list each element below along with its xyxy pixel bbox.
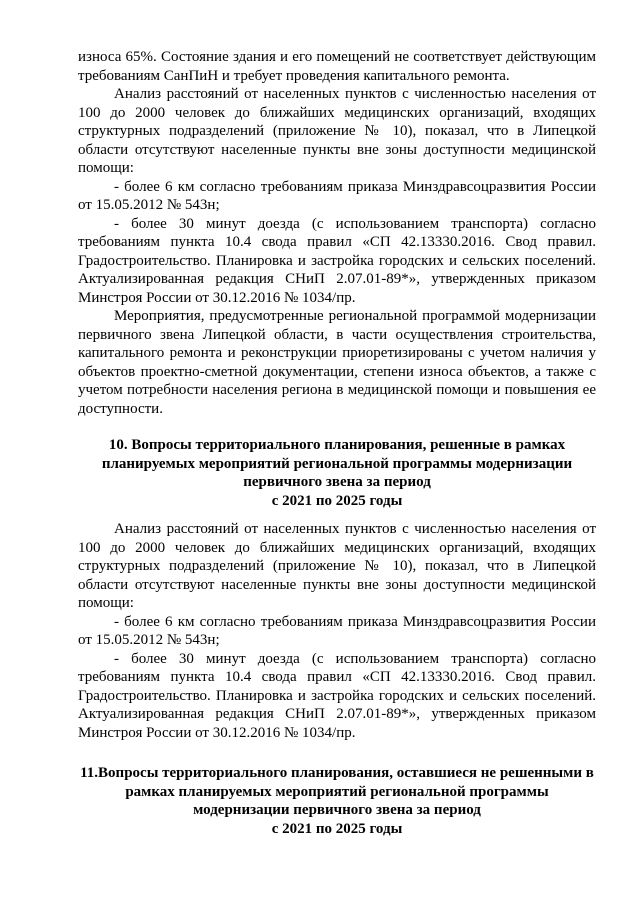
heading-line: 10. Вопросы территориального планирования, решенные в рамках bbox=[108, 437, 566, 453]
text-line: Минстроя России от 30.12.2016 № 1034/пр. bbox=[78, 289, 356, 306]
heading-line: с 2021 по 2025 годы bbox=[271, 820, 403, 837]
text-line: - более 6 км согласно требованиям приказа Минздравсоцразвития России bbox=[114, 613, 596, 630]
text-line: от 15.05.2012 № 543н; bbox=[78, 632, 220, 648]
text-line: Актуализированная редакция СНиП 2.07.01-89*», утвержденных приказом bbox=[78, 271, 596, 287]
heading-line: с 2021 по 2025 годы bbox=[271, 492, 403, 509]
text-line: Актуализированная редакция СНиП 2.07.01-89*», утвержденных приказом bbox=[78, 706, 596, 722]
text-line: первичного звена Липецкой области, в части осуществления строительства, bbox=[78, 326, 596, 343]
heading-line: рамках планируемых мероприятий региональной программы bbox=[125, 783, 549, 800]
text-line: - более 30 минут доезда (с использованием транспорта) согласно bbox=[114, 650, 596, 667]
text-line: доступности. bbox=[78, 400, 163, 417]
heading-line: модернизации первичного звена за период bbox=[193, 802, 481, 818]
text-line: области отсутствуют населенные пункты вне зоны доступности медицинской bbox=[78, 141, 596, 158]
text-line: Градостроительство. Планировка и застройка городских и сельских поселений. bbox=[78, 687, 596, 704]
text-line: Градостроительство. Планировка и застройка городских и сельских поселений. bbox=[78, 252, 596, 269]
text-line: Мероприятия, предусмотренные региональной программой модернизации bbox=[114, 308, 596, 324]
text-line: от 15.05.2012 № 543н; bbox=[78, 197, 220, 213]
section-heading-10 bbox=[78, 436, 596, 510]
text-line: структурных подразделений (приложение № 10), показал, что в Липецкой bbox=[78, 558, 596, 574]
text-line: требованиям СанПиН и требует проведения капитального ремонта. bbox=[78, 67, 510, 84]
heading-line: 11.Вопросы территориального планирования, оставшиеся не решенными в bbox=[80, 765, 594, 781]
text-line: помощи: bbox=[78, 595, 134, 611]
section-heading-11 bbox=[78, 764, 596, 838]
text-line: Минстроя России от 30.12.2016 № 1034/пр. bbox=[78, 724, 356, 741]
text-line: учетом потребности населения региона в медицинской помощи и повышения ее bbox=[78, 382, 596, 398]
body-text-block-1 bbox=[78, 48, 596, 418]
text-line: капитального ремонта и реконструкции приоретизированы с учетом наличия у bbox=[78, 345, 596, 361]
text-line: Анализ расстояний от населенных пунктов с численностью населения от bbox=[114, 521, 596, 537]
text-line: структурных подразделений (приложение № 10), показал, что в Липецкой bbox=[78, 123, 596, 139]
text-line: 100 до 2000 человек до ближайших медицинских организаций, входящих bbox=[78, 539, 596, 556]
text-line: - более 30 минут доезда (с использованием транспорта) согласно bbox=[114, 215, 596, 232]
text-line: объектов проектно-сметной документации, степени износа объектов, а также с bbox=[78, 363, 596, 380]
heading-line: планируемых мероприятий региональной программы модернизации bbox=[101, 455, 573, 472]
text-line: износа 65%. Состояние здания и его помещений не соответствует действующим bbox=[78, 49, 596, 65]
text-line: Анализ расстояний от населенных пунктов с численностью населения от bbox=[114, 86, 596, 102]
body-text-block-2 bbox=[78, 520, 596, 742]
text-line: - более 6 км согласно требованиям приказа Минздравсоцразвития России bbox=[114, 178, 596, 195]
text-line: 100 до 2000 человек до ближайших медицинских организаций, входящих bbox=[78, 104, 596, 121]
text-line: требованиям пункта 10.4 свода правил «СП 42.13330.2016. Свод правил. bbox=[78, 234, 596, 250]
text-line: области отсутствуют населенные пункты вне зоны доступности медицинской bbox=[78, 576, 596, 593]
heading-line: первичного звена за период bbox=[243, 474, 431, 490]
text-line: помощи: bbox=[78, 160, 134, 176]
text-line: требованиям пункта 10.4 свода правил «СП 42.13330.2016. Свод правил. bbox=[78, 669, 596, 685]
